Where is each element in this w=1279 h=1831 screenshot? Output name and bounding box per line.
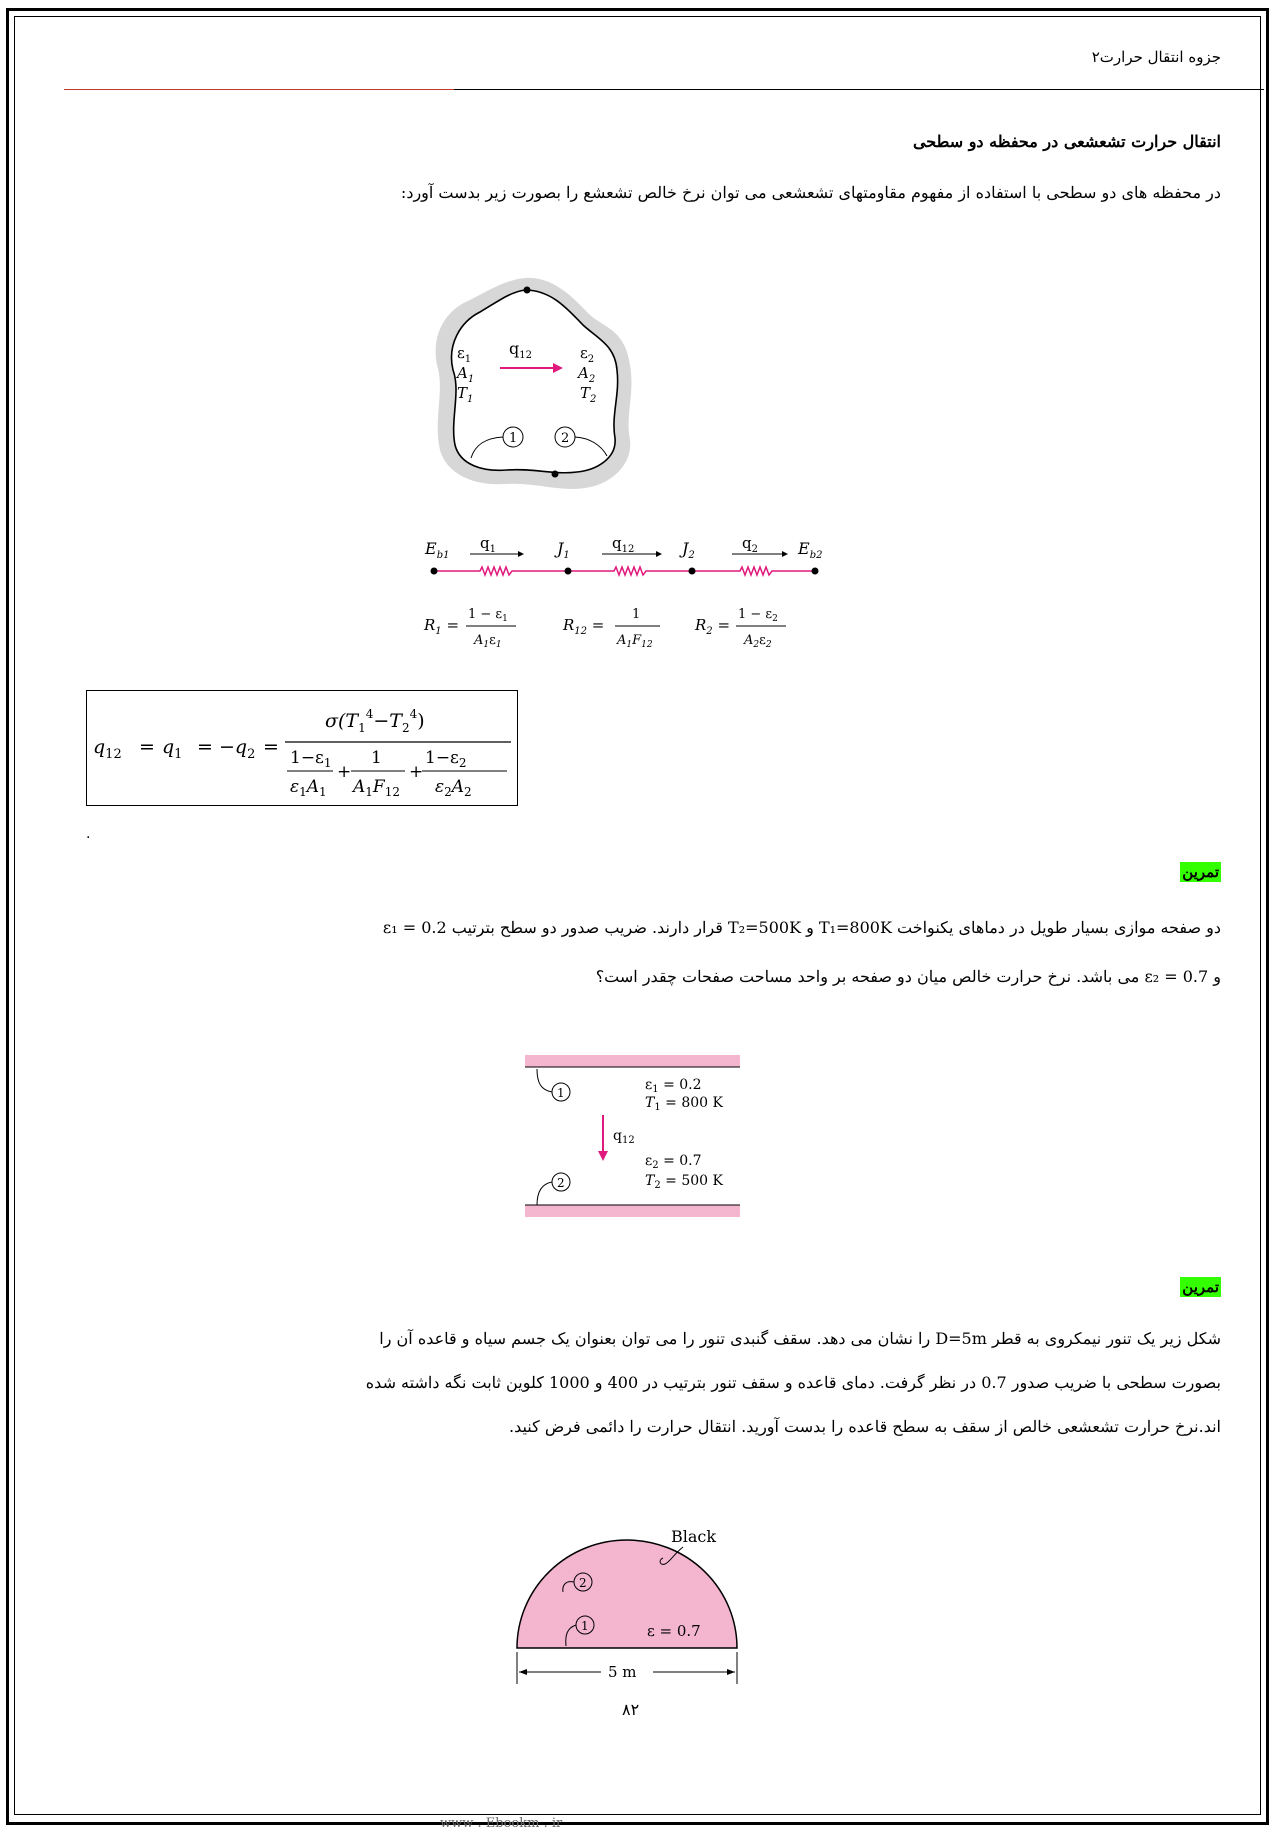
svg-text:1: 1 xyxy=(371,748,382,768)
svg-text:T2 = 500 K: $T_2 = 500$ K xyxy=(645,1173,723,1191)
svg-text:ε1A1: $\varepsilon_1A_1$ xyxy=(290,777,327,799)
svg-text:σ(T14−T24): $\sigma(T_1^4-T_2^4)$ xyxy=(325,707,425,735)
dome-figure xyxy=(505,1520,755,1690)
svg-text:A1F12: $A_1F_{12}$ xyxy=(353,777,400,799)
exercise-2-line-1: شکل زیر یک تنور نیمکروی به قطر D=5m را نشان می دهد. سقف گنبدی تنور را می توان بعنوان یک جسم سیاه و قاعده آن را xyxy=(379,1329,1221,1348)
svg-text:ε1 = 0.2: $\varepsilon_1 = 0.2$ xyxy=(645,1077,702,1095)
resistance-network xyxy=(420,530,830,665)
top-plate xyxy=(525,1055,740,1067)
exercise-1-label xyxy=(1180,862,1221,881)
node-eb1 xyxy=(431,568,438,575)
plates-figure xyxy=(525,1055,745,1217)
svg-text:+: + xyxy=(337,762,352,782)
svg-text:q12: $q_{12}$ xyxy=(93,736,122,762)
running-header: جزوه انتقال حرارت۲ xyxy=(1091,48,1221,66)
svg-text:5 m: 5 m xyxy=(608,1663,637,1681)
exercise-2-label xyxy=(1180,1277,1221,1296)
svg-text:Eb2: $E_{b2}$ xyxy=(798,539,823,561)
svg-text:Black: Black xyxy=(671,1527,717,1546)
svg-text:= −q2: = $-q_2$ xyxy=(197,736,256,762)
exercise-1-line-1: دو صفحه موازی بسیار طویل در دماهای یکنواخت T₁=800K و T₂=500K قرار دارند. ضریب صدور دو سطح بترتیب ε₁ = 0.2 xyxy=(382,918,1221,937)
enclosure-figure xyxy=(425,270,645,500)
page-number: ۸۲ xyxy=(622,1700,640,1719)
exercise-1-line-2: و 0.7 = ε₂ می باشد. نرخ حرارت خالص میان دو صفحه بر واحد مساحت صفحات چقدر است؟ xyxy=(595,967,1221,986)
dome-shape xyxy=(517,1540,737,1648)
boxed-equation-svg xyxy=(87,691,517,805)
svg-text:1 − ε2: $1 - \varepsilon_2$ xyxy=(738,607,778,624)
node-bottom xyxy=(552,471,559,478)
svg-text:1: 1 xyxy=(509,431,518,446)
svg-text:ε2A2: $\varepsilon_2A_2$ xyxy=(435,777,472,799)
svg-text:T1 = 800 K: $T_1 = 800$ K xyxy=(645,1095,723,1113)
svg-text:q12: $q_{12}$ xyxy=(613,1128,635,1146)
svg-text:A1: $A_1$ xyxy=(457,364,475,385)
boxed-equation xyxy=(86,690,518,806)
svg-text:+: + xyxy=(409,762,424,782)
svg-text:2: 2 xyxy=(557,1176,565,1190)
intro-paragraph: در محفظه های دو سطحی با استفاده از مفهوم مقاومتهای تشعشعی می توان نرخ خالص تشعشع را بصورت زیر بدست آورد: xyxy=(400,183,1221,202)
svg-text:1−ε1: $1-\varepsilon_1$ xyxy=(290,748,332,770)
svg-text:1: 1 xyxy=(632,607,641,622)
svg-text:ε2: $\varepsilon_2$ xyxy=(580,344,595,365)
svg-text:= = q: = xyxy=(139,736,155,758)
bottom-plate xyxy=(525,1205,740,1217)
svg-text:=: = xyxy=(263,736,279,758)
footer-watermark: www . Ebookm . ir xyxy=(440,1816,563,1831)
stray-dot: . xyxy=(86,826,91,842)
svg-text:R1 =: $R_1$ = xyxy=(424,616,460,637)
svg-text:A1F12: $A_1F_{12}$ xyxy=(617,633,653,650)
svg-text:T2: $T_2$ xyxy=(580,384,597,405)
svg-text:J1: $J_1$ xyxy=(557,539,570,561)
svg-text:1 − ε1: $1 - \varepsilon_1$ xyxy=(468,607,508,624)
exercise-2-line-2: بصورت سطحی با ضریب صدور 0.7 در نظر گرفت. دمای قاعده و سقف تنور بترتیب در 400 و 1000 کلوین ثابت نگه داشته شده xyxy=(365,1373,1221,1392)
svg-text:1: 1 xyxy=(581,1619,589,1633)
svg-text:A1ε1: $A_1\varepsilon_1$ xyxy=(474,633,502,650)
network-wire xyxy=(434,567,815,575)
svg-text:A2ε2: $A_2\varepsilon_2$ xyxy=(744,633,772,650)
plate-2-leader xyxy=(537,1182,552,1205)
header-rule-accent xyxy=(64,89,454,90)
section-title: انتقال حرارت تشعشعی در محفظه دو سطحی xyxy=(912,132,1221,151)
svg-text:Eb1: $E_{b1}$ xyxy=(425,539,450,561)
plate-1-leader xyxy=(537,1069,552,1092)
svg-text:ε1: $\varepsilon_1$ xyxy=(457,344,472,365)
node-j2 xyxy=(689,568,696,575)
svg-text:q12: $q_{12}$ xyxy=(509,339,532,361)
node-j1 xyxy=(565,568,572,575)
exercise-1-badge: تمرین xyxy=(1182,863,1219,881)
svg-text:q1: $q_1$ xyxy=(162,736,183,762)
svg-text:ε2 = 0.7: $\varepsilon_2 = 0.7$ xyxy=(645,1153,702,1171)
exercise-2-line-3: اند.نرخ حرارت تشعشعی خالص از سقف به سطح قاعده را بدست آورید. انتقال حرارت را دائمی فرض کنید. xyxy=(508,1417,1221,1436)
svg-text:J2: $J_2$ xyxy=(682,539,695,561)
svg-text:T1: $T_1$ xyxy=(457,384,474,405)
svg-text:2: 2 xyxy=(579,1576,587,1590)
svg-text:R2 =: $R_2$ = xyxy=(695,616,731,637)
svg-text:A2: $A_2$ xyxy=(578,364,596,385)
svg-text:R12 =: $R_{12}$ = xyxy=(563,616,605,637)
svg-text:q12: $q_{12}$ xyxy=(612,534,635,555)
svg-text:1−ε2: $1-\varepsilon_2$ xyxy=(425,748,467,770)
node-top xyxy=(524,287,531,294)
svg-text:1: 1 xyxy=(557,1086,565,1100)
svg-text:ε = 0.7: ε = 0.7 xyxy=(647,1622,701,1640)
svg-text:2: 2 xyxy=(561,431,570,446)
exercise-2-badge: تمرین xyxy=(1182,1278,1219,1296)
node-eb2 xyxy=(812,568,819,575)
svg-text:q1: $q_1$ xyxy=(480,534,496,555)
svg-text:q2: $q_2$ xyxy=(742,534,758,555)
